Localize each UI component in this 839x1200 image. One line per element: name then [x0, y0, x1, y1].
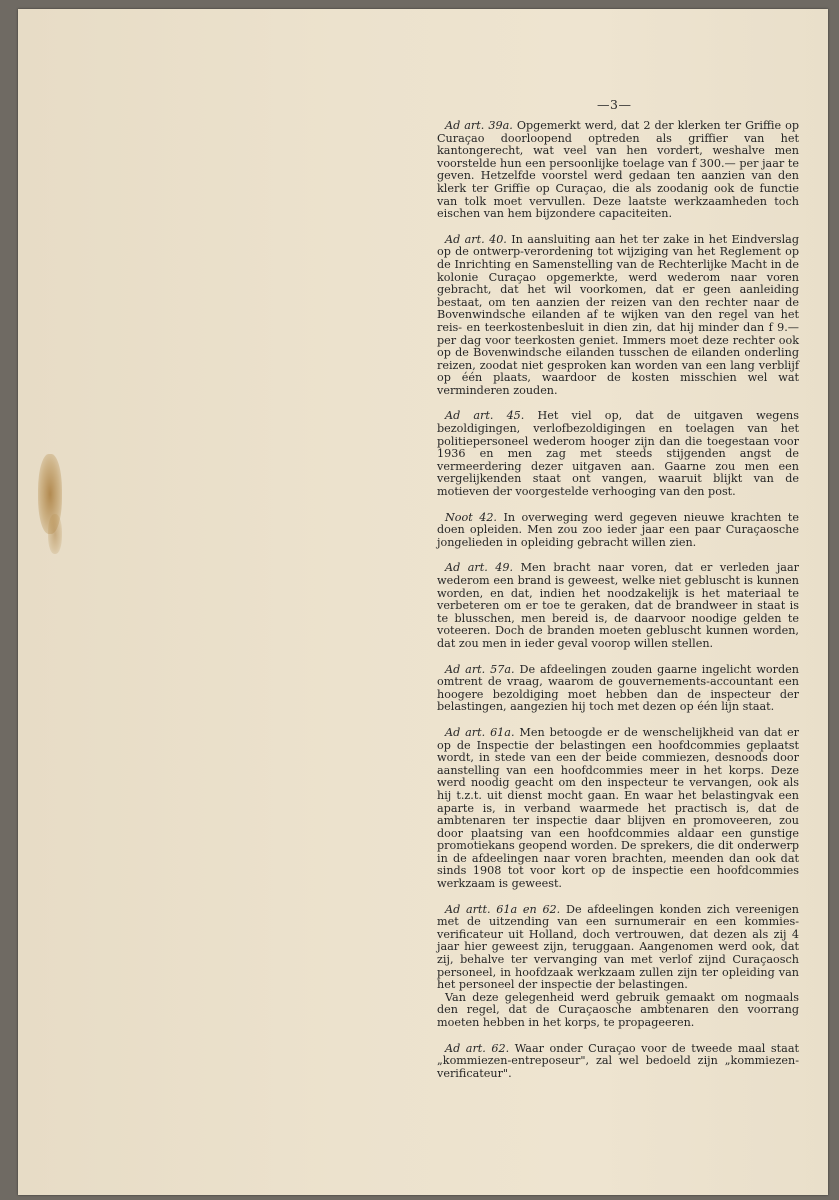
paragraph-art-45 — [437, 410, 799, 498]
page-number: —3— — [597, 97, 632, 112]
paper-stain — [48, 514, 62, 554]
paragraph-heading: Ad art. 62. — [445, 1041, 510, 1055]
paragraph-body: Waar onder Curaçao voor de tweede maal staat „kommiezen-entreposeur", zal wel bedoeld zijn „kommiezen-verificateur". — [437, 1041, 800, 1080]
paragraph-body: Opgemerkt werd, dat 2 der klerken ter Griffie op Curaçao doorloopend optreden als griffier van het kantongerecht, wat veel van hen vordert, weshalve men voorstelde hun een persoonlijke toelage van f 300.— per jaar te geven. Hetzelfde voorstel werd gedaan ten aanzien van den klerk ter Griffie op Curaçao, die als zoodanig ook de functie van tolk moet vervullen. Deze laatste werkzaamheden toch eischen van hem bijzondere capaciteiten. — [437, 119, 799, 221]
paragraph-art-61a — [437, 727, 799, 891]
paragraph-body: Het viel op, dat de uitgaven wegens bezoldigingen, verlofbezoldigingen en toelagen van het politiepersoneel wederom hooger zijn dan die toegestaan voor 1936 en men zag met steeds stijgenden angst de vermeerdering dezer uitgaven aan. Gaarne zou men een vergelijkenden staat ont vangen, waaruit blijkt van de motieven der voorgestelde verhooging van den post. — [437, 409, 800, 499]
paragraph-art-57a — [437, 664, 799, 714]
paragraph-art-40 — [437, 234, 799, 398]
paragraph-heading: Ad art. 39a. — [445, 119, 513, 132]
paragraph-art-49 — [437, 562, 799, 650]
paragraph-body: De afdeelingen zouden gaarne ingelicht worden omtrent de vraag, waarom de gouvernements-accountant een hoogere bezoldiging moet hebben dan de inspecteur der belastingen, aangezien hij toch met dezen op één lijn staat. — [437, 662, 799, 714]
paragraph-indent — [437, 991, 445, 1004]
paragraph-body: Van deze gelegenheid werd gebruik gemaakt om nogmaals den regel, dat de Curaçaosche ambtenaren den voorrang moeten hebben in het korps, te propageeren. — [437, 990, 799, 1029]
paragraph-heading: Ad art. 57a. — [445, 662, 515, 676]
paragraph-art-62 — [437, 1043, 799, 1081]
paragraph-heading: Ad artt. 61a en 62. — [445, 902, 561, 916]
paragraph-heading: Noot 42. — [445, 510, 497, 524]
document-page — [18, 9, 828, 1195]
paragraph-artt-61a-62 — [437, 904, 799, 992]
paragraph-body: De afdeelingen konden zich vereenigen met de uitzending van een surnumerair en een kommies-verificateur uit Holland, doch vertrouwen, dat dezen als zij 4 jaar hier geweest zijn, teruggaan. Aangenomen werd ook, dat zij, behalve ter vervanging van met verlof zijnd Curaçaosch personeel, in hoofdzaak werkzaam zullen zijn ter opleiding van het personeel der inspectie der belastingen. — [437, 902, 799, 992]
paragraph-body: In aansluiting aan het ter zake in het Eindverslag op de ontwerp-verordening tot wijziging van het Reglement op de Inrichting en Samenstelling van de Rechterlijke Macht in de kolonie Curaçao opgemerkte, werd wederom naar voren gebracht, dat het wil voorkomen, dat er geen aanleiding bestaat, om ten aanzien der reizen van den rechter naar de Bovenwindsche eilanden af te wijken van den regel van het reis- en teerkostenbesluit in dien zin, dat hij minder dan f 9.— per dag voor teerkosten geniet. Immers moet deze rechter ook op de Bovenwindsche eilanden tusschen de eilanden onderling reizen, zoodat niet gesproken kan worden van een lang verblijf op één plaats, waardoor de kosten misschien wel wat verminderen zouden. — [437, 232, 799, 397]
paragraph-heading: Ad art. 49. — [445, 561, 514, 575]
paragraph-body: In overweging werd gegeven nieuwe krachten te doen opleiden. Men zou zoo ieder jaar een paar Curaçaosche jongelieden in opleiding gebracht willen zien. — [437, 510, 800, 549]
text-column — [437, 120, 799, 1093]
paragraph-heading: Ad art. 40. — [445, 232, 507, 246]
paragraph-art-39a — [437, 120, 799, 221]
paragraph-heading: Ad art. 61a. — [445, 725, 515, 739]
paragraph-artt-61a-62-continued — [437, 992, 799, 1030]
paragraph-body: Men bracht naar voren, dat er verleden jaar wederom een brand is geweest, welke niet gebluscht is kunnen worden, en dat, indien het noodzakelijk is het materiaal te verbeteren om er toe te geraken, dat de brandweer in staat is te blusschen, men bereid is, de daarvoor noodige gelden te voteeren. Doch de branden moeten gebluscht kunnen worden, dat zou men in ieder geval voorop willen stellen. — [437, 561, 799, 650]
paragraph-noot-42 — [437, 512, 799, 550]
paragraph-body: Men betoogde er de wenschelijkheid van dat er op de Inspectie der belastingen een hoofdcommies geplaatst wordt, in stede van een der beide commiezen, desnoods door aanstelling van een hoofdcommies meer in het korps. Deze werd noodig geacht om den inspecteur te vervangen, ook als hij t.z.t. uit dienst mocht gaan. En waar het belastingvak een aparte is, in verband waarmede het practisch is, dat de ambtenaren ter inspectie daar blijven en promoveeren, zou door plaatsing van een hoofdcommies aldaar een gunstige promotiekans geopend worden. De sprekers, die dit onderwerp in de afdeelingen naar voren brachten, meenden dan ook dat sinds 1908 tot voor kort op de inspectie een hoofdcommies werkzaam is geweest. — [437, 725, 799, 891]
paragraph-heading: Ad art. 45. — [445, 409, 525, 423]
